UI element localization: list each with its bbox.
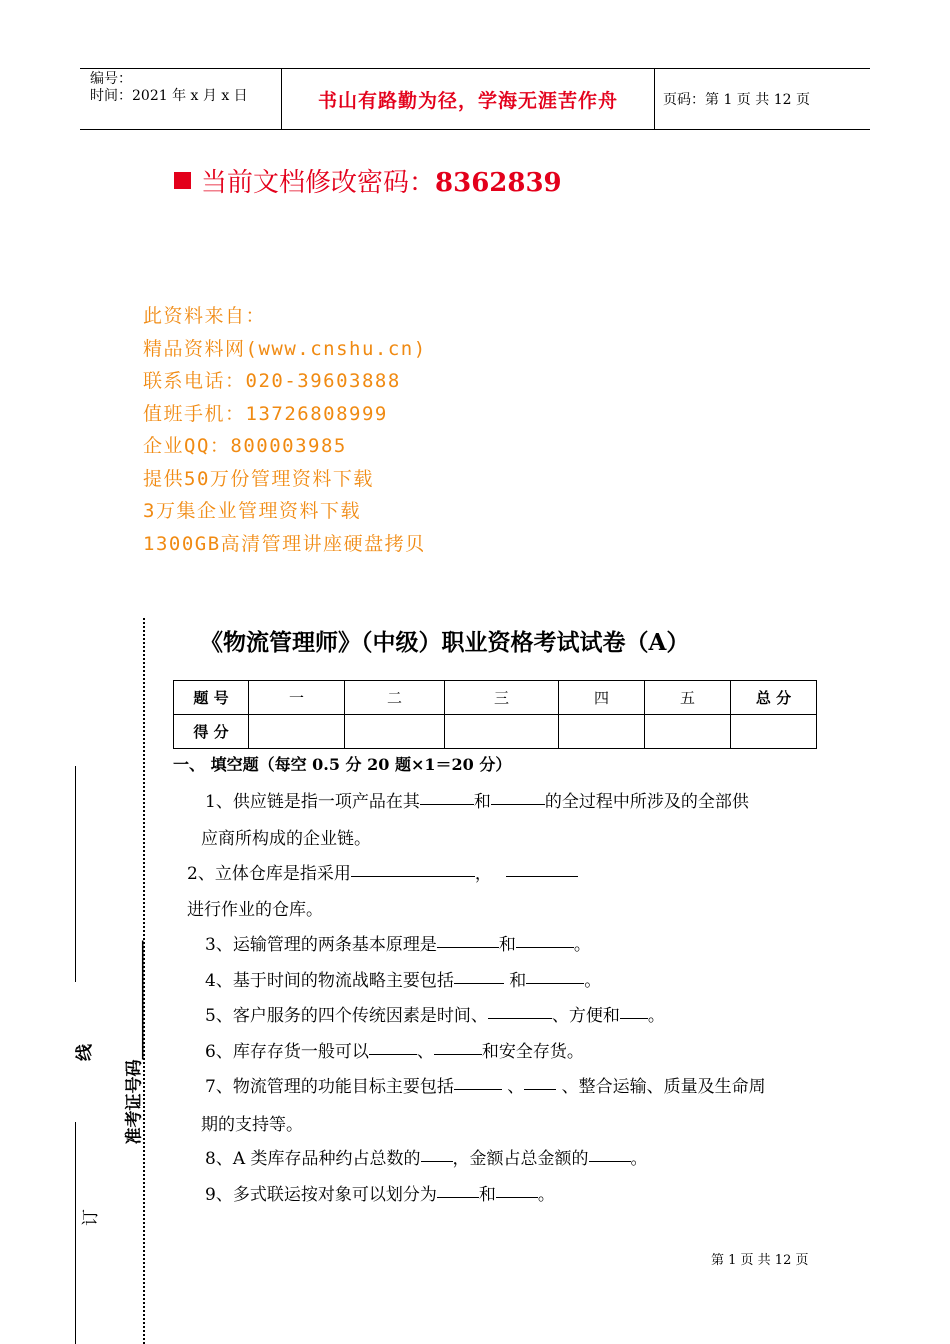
answer-blank[interactable] xyxy=(454,982,504,984)
question-text: 5、客户服务的四个传统因素是时间、 xyxy=(205,1006,488,1026)
answer-blank[interactable] xyxy=(437,1196,479,1198)
question-text: 的全过程中所涉及的全部供 xyxy=(544,792,749,812)
question-5 xyxy=(205,1001,665,1026)
answer-blank[interactable] xyxy=(421,1160,453,1162)
question-text: 。 xyxy=(537,1185,555,1205)
table-cell: 题 号 xyxy=(174,681,249,715)
question-1-continued: 应商所构成的企业链。 xyxy=(201,829,371,849)
document-number: 编号： xyxy=(90,71,132,87)
document-date: 时间：2021 年 x 月 x 日 xyxy=(90,88,248,104)
question-text: 4、基于时间的物流战略主要包括 xyxy=(205,971,454,991)
score-input-cell[interactable] xyxy=(731,715,817,749)
question-text: 1、供应链是指一项产品在其 xyxy=(205,792,420,812)
answer-blank[interactable] xyxy=(516,946,574,948)
question-text: 、 xyxy=(416,1042,434,1062)
section-heading: 一、 填空题（每空 0.5 分 20 题×1＝20 分） xyxy=(173,755,512,774)
password-label: 当前文档修改密码： xyxy=(201,168,436,198)
question-text: 、整合运输、质量及生命周 xyxy=(556,1077,766,1097)
header-motto: 书山有路勤为径，学海无涯苦作舟 xyxy=(281,69,655,129)
password-code: 8362839 xyxy=(435,168,562,198)
answer-blank[interactable] xyxy=(454,1088,502,1090)
header-meta-cell xyxy=(80,69,280,129)
page-header xyxy=(80,68,870,130)
ad-line: 3万集企业管理资料下载 xyxy=(143,500,361,522)
score-input-cell[interactable] xyxy=(445,715,559,749)
question-text: ，金额占总金额的 xyxy=(452,1149,589,1169)
question-text: 。 xyxy=(647,1006,665,1026)
table-cell: 一 xyxy=(249,681,345,715)
answer-blank[interactable] xyxy=(488,1017,552,1019)
question-text: 和 xyxy=(503,971,527,991)
question-text: 和安全存货。 xyxy=(481,1042,584,1062)
question-text: 3、运输管理的两条基本原理是 xyxy=(205,935,437,955)
question-7-continued: 期的支持等。 xyxy=(201,1115,303,1135)
ad-line: 此资料来自： xyxy=(143,305,267,327)
question-9 xyxy=(205,1180,555,1205)
score-table-score-row xyxy=(174,715,817,749)
question-text: ， xyxy=(474,864,492,884)
header-page-number: 页码：第 1 页 共 12 页 xyxy=(663,92,810,108)
ad-line: 提供50万份管理资料下载 xyxy=(143,467,374,490)
binding-order-label: 订 xyxy=(81,1209,101,1226)
answer-blank[interactable] xyxy=(420,803,474,805)
question-text: 2、立体仓库是指采用 xyxy=(187,864,351,884)
question-1 xyxy=(205,787,749,812)
binding-line-lower xyxy=(75,1122,76,1344)
score-table xyxy=(173,680,817,749)
question-text: 8、A 类库存品种约占总数的 xyxy=(205,1149,421,1169)
exam-id-label: 准考证号码______________ xyxy=(124,940,145,1145)
question-text: 和 xyxy=(498,935,516,955)
answer-blank[interactable] xyxy=(351,875,475,877)
question-text: 7、物流管理的功能目标主要包括 xyxy=(205,1077,454,1097)
ad-line: 企业QQ：800003985 xyxy=(143,435,347,457)
score-input-cell[interactable] xyxy=(559,715,645,749)
table-cell: 五 xyxy=(645,681,731,715)
table-cell: 三 xyxy=(445,681,559,715)
ad-line: 联系电话：020-39603888 xyxy=(143,370,401,392)
table-cell: 得 分 xyxy=(174,715,249,749)
question-text: 。 xyxy=(584,971,602,991)
answer-blank[interactable] xyxy=(506,875,578,877)
question-text: 、 xyxy=(501,1077,525,1097)
question-text: 、方便和 xyxy=(551,1006,620,1026)
score-input-cell[interactable] xyxy=(249,715,345,749)
table-cell: 四 xyxy=(559,681,645,715)
binding-line-upper xyxy=(75,766,76,982)
question-text: 6、库存存货一般可以 xyxy=(205,1042,369,1062)
question-text: 。 xyxy=(573,935,591,955)
question-text: 9、多式联运按对象可以划分为 xyxy=(205,1185,437,1205)
exam-title: 《物流管理师》（中级）职业资格考试试卷（A） xyxy=(200,629,690,656)
page-footer: 第 1 页 共 12 页 xyxy=(711,1253,809,1268)
question-text: 。 xyxy=(630,1149,648,1169)
question-4 xyxy=(205,966,601,991)
answer-blank[interactable] xyxy=(620,1017,648,1019)
binding-line-label: 线 xyxy=(75,1044,95,1061)
answer-blank[interactable] xyxy=(434,1053,482,1055)
score-input-cell[interactable] xyxy=(645,715,731,749)
question-7 xyxy=(205,1072,766,1097)
answer-blank[interactable] xyxy=(589,1160,631,1162)
table-cell: 二 xyxy=(345,681,445,715)
answer-blank[interactable] xyxy=(491,803,545,805)
question-text: 和 xyxy=(473,792,491,812)
source-info-block xyxy=(143,300,427,560)
score-input-cell[interactable] xyxy=(345,715,445,749)
question-6 xyxy=(205,1037,584,1062)
question-2 xyxy=(187,859,578,884)
answer-blank[interactable] xyxy=(369,1053,417,1055)
answer-blank[interactable] xyxy=(524,1088,556,1090)
question-8 xyxy=(205,1144,648,1169)
table-cell: 总 分 xyxy=(731,681,817,715)
password-notice xyxy=(174,162,562,199)
score-table-header-row xyxy=(174,681,817,715)
question-text: 和 xyxy=(478,1185,496,1205)
question-3 xyxy=(205,930,591,955)
ad-line: 1300GB高清管理讲座硬盘拷贝 xyxy=(143,532,426,555)
answer-blank[interactable] xyxy=(496,1196,538,1198)
ad-line: 精品资料网(www.cnshu.cn) xyxy=(143,337,427,360)
question-2-continued: 进行作业的仓库。 xyxy=(187,900,323,920)
answer-blank[interactable] xyxy=(526,982,584,984)
red-square-icon xyxy=(174,172,191,189)
answer-blank[interactable] xyxy=(437,946,499,948)
ad-line: 值班手机：13726808999 xyxy=(143,402,388,425)
